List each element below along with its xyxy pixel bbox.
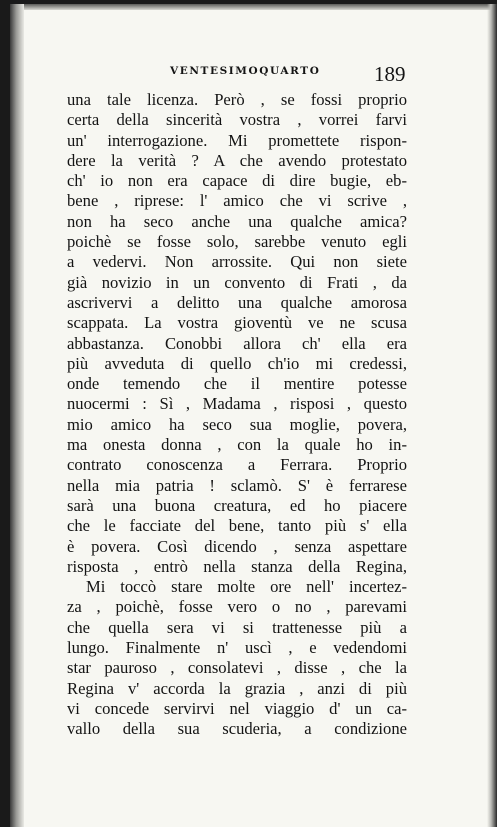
text-line: za , poichè, fosse vero o no , parevami xyxy=(67,597,407,617)
text-line: onde temendo che il mentire potesse xyxy=(67,374,407,394)
text-line: è povera. Così dicendo , senza aspettare xyxy=(67,536,407,556)
text-line: Regina v' accorda la grazia , anzi di più xyxy=(67,678,407,698)
page-top-edge xyxy=(10,4,497,10)
text-line: ma onesta donna , con la quale ho in- xyxy=(67,435,407,455)
text-line: contrato conoscenza a Ferrara. Proprio xyxy=(67,455,407,475)
body-text xyxy=(67,90,407,740)
text-line: poichè se fosse solo, sarebbe venuto egli xyxy=(67,232,407,252)
text-line: più avveduta di quello ch'io mi credessi, xyxy=(67,353,407,373)
text-line: una tale licenza. Però , se fossi proprio xyxy=(67,90,407,109)
text-line: bene , riprese: l' amico che vi scrive , xyxy=(67,191,407,211)
text-line: nuocermi : Sì , Madama , risposi , questo xyxy=(67,394,407,414)
running-head: VENTESIMOQUARTO xyxy=(170,65,321,77)
text-line: ch' io non era capace di dire bugie, eb- xyxy=(67,171,407,191)
text-line: abbastanza. Conobbi allora ch' ella era xyxy=(67,333,407,353)
text-line: a vedervi. Non arrossite. Qui non siete xyxy=(67,252,407,272)
text-line: dere la verità ? A che avendo protestato xyxy=(67,150,407,170)
text-line: che quella sera vi si trattenesse più a xyxy=(67,617,407,637)
text-line: sarà una buona creatura, ed ho piacere xyxy=(67,495,407,515)
text-line: già novizio in un convento di Frati , da xyxy=(67,272,407,292)
text-line: risposta , entrò nella stanza della Regina, xyxy=(67,556,407,576)
text-line: star pauroso , consolatevi , disse , che la xyxy=(67,658,407,678)
page-number: 189 xyxy=(374,62,406,86)
page-right-edge xyxy=(487,4,497,827)
text-line: scappata. La vostra gioventù ve ne scusa xyxy=(67,313,407,333)
text-line: un' interrogazione. Mi promettete rispon- xyxy=(67,130,407,150)
text-line: vallo della sua scuderia, a condizione xyxy=(67,719,407,739)
text-line: vi concede servirvi nel viaggio d' un ca- xyxy=(67,698,407,718)
text-line: ascrivervi a delitto una qualche amorosa xyxy=(67,292,407,312)
page-binding-edge xyxy=(10,4,24,827)
text-line: che le facciate del bene, tanto più s' ella xyxy=(67,516,407,536)
text-line: nella mia patria ! sclamò. S' è ferrarese xyxy=(67,475,407,495)
text-line: lungo. Finalmente n' uscì , e vedendomi xyxy=(67,638,407,658)
book-page xyxy=(10,4,497,827)
text-line: mio amico ha seco sua moglie, povera, xyxy=(67,414,407,434)
text-line: non ha seco anche una qualche amica? xyxy=(67,211,407,231)
text-line: certa della sincerità vostra , vorrei farvi xyxy=(67,110,407,130)
text-line: Mi toccò stare molte ore nell' incertez- xyxy=(86,577,407,597)
